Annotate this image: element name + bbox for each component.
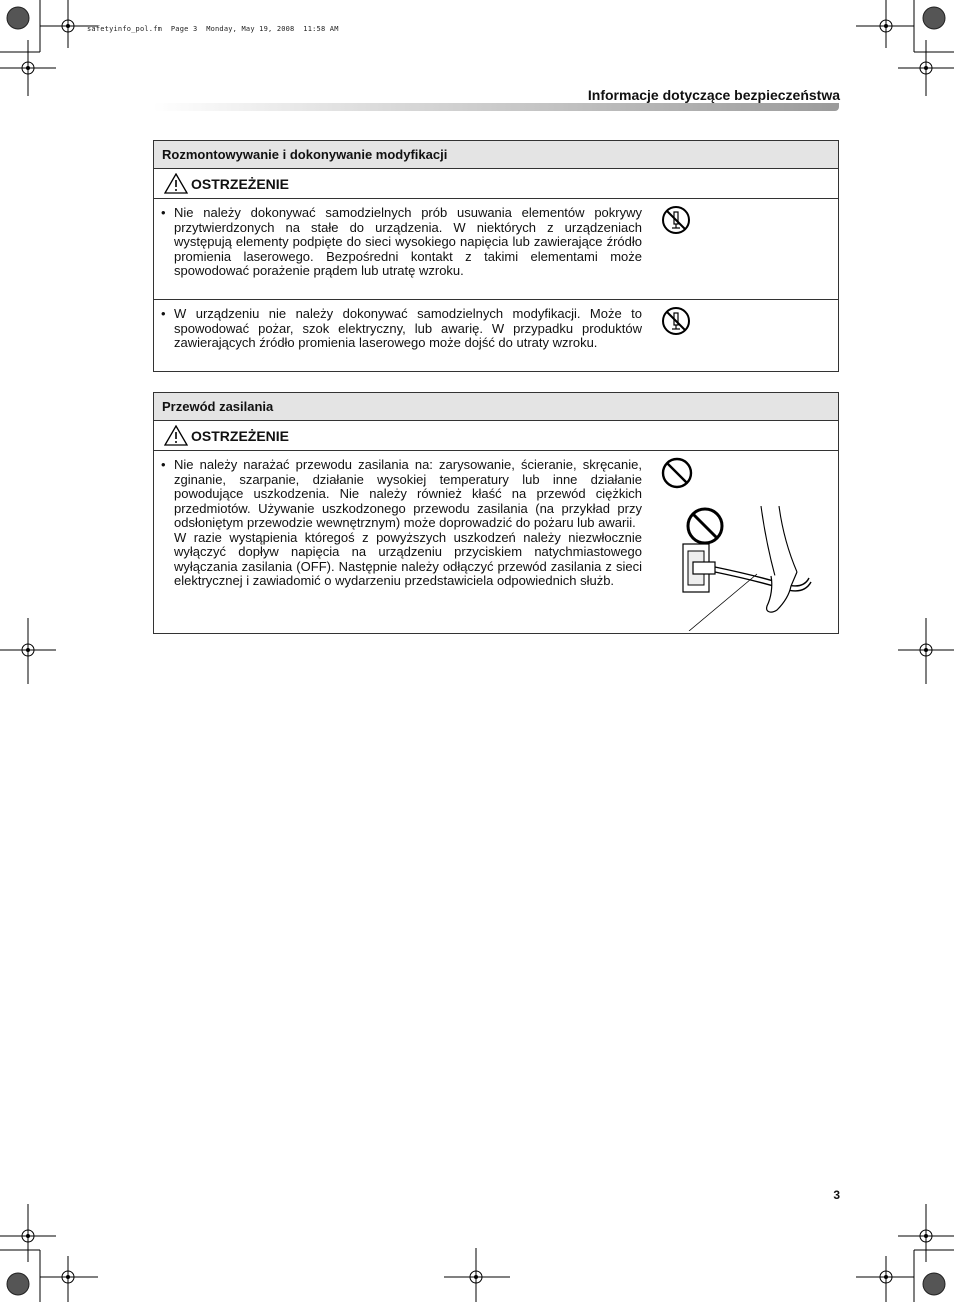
section-title: Rozmontowywanie i dokonywanie modyfikacji — [154, 141, 838, 169]
warning-row — [154, 169, 838, 199]
item-paragraph: W razie wystąpienia któregoś z powyższych uszkodzeń należy niezwłocznie wyłączyć dopływ napięcia na urządzeniu przyciskiem natychmiastowego wyłączania zasilania (OFF). Następnie należy odłączyć przewód zasilania z sieci elektrycznej i zawiadomić o wydarzeniu przedstawiciela odpowiednich służb. — [174, 529, 642, 588]
stepping-on-cord-illustration — [679, 506, 814, 631]
prohibition-icon — [661, 457, 693, 489]
list-item — [154, 300, 838, 371]
section-power-cord — [153, 392, 839, 634]
bullet: • — [161, 457, 166, 472]
bullet: • — [161, 205, 166, 220]
section-disassembly — [153, 140, 839, 372]
bullet: • — [161, 306, 166, 321]
section-title: Przewód zasilania — [154, 393, 838, 421]
item-paragraph: W urządzeniu nie należy dokonywać samodzielnych modyfikacji. Może to spowodować pożar, szok elektryczny, lub awarię. W przypadku produktów zawierających źródło promienia laserowego może dojść do utraty wzroku. — [174, 306, 642, 350]
item-text — [161, 306, 642, 351]
running-title: Informacje dotyczące bezpieczeństwa — [587, 87, 840, 103]
item-paragraph: Nie należy narażać przewodu zasilania na: zarysowanie, ścieranie, skręcanie, zginanie, szarpanie, działanie wysokiej temperatury lub inne działanie powodujące uszkodzenia. Nie należy również kłaść na przewód ciężkich przedmiotów. Używanie uszkodzonego przewodu zasilania (na przykład przy odsłoniętym przewodzie wewnętrznym) może doprowadzić do pożaru lub awarii. — [174, 457, 642, 530]
warning-triangle-icon — [164, 425, 188, 446]
item-paragraph: Nie należy dokonywać samodzielnych prób usuwania elementów pokrywy przytwierdzonych na stałe do urządzenia. W niektórych z urządzeniach występują elementy podpięte do sieci wysokiego napięcia lub zawierające źródło promienia laserowego. Bezpośredni kontakt z takimi elementami może spowodować porażenie prądem lub utratę wzroku. — [174, 205, 642, 278]
no-disassembly-icon — [661, 306, 691, 336]
item-text — [161, 205, 642, 279]
item-text — [161, 457, 642, 589]
file-slug: safetyinfo_pol.fm Page 3 Monday, May 19, 2008 11:58 AM — [87, 25, 339, 33]
header-rule — [153, 103, 839, 111]
list-item — [154, 451, 838, 633]
warning-label: OSTRZEŻENIE — [191, 175, 290, 192]
warning-triangle-icon — [164, 173, 188, 194]
warning-row — [154, 421, 838, 451]
list-item — [154, 199, 838, 300]
no-disassembly-icon — [661, 205, 691, 235]
page-number: 3 — [833, 1188, 840, 1202]
warning-label: OSTRZEŻENIE — [191, 427, 290, 444]
